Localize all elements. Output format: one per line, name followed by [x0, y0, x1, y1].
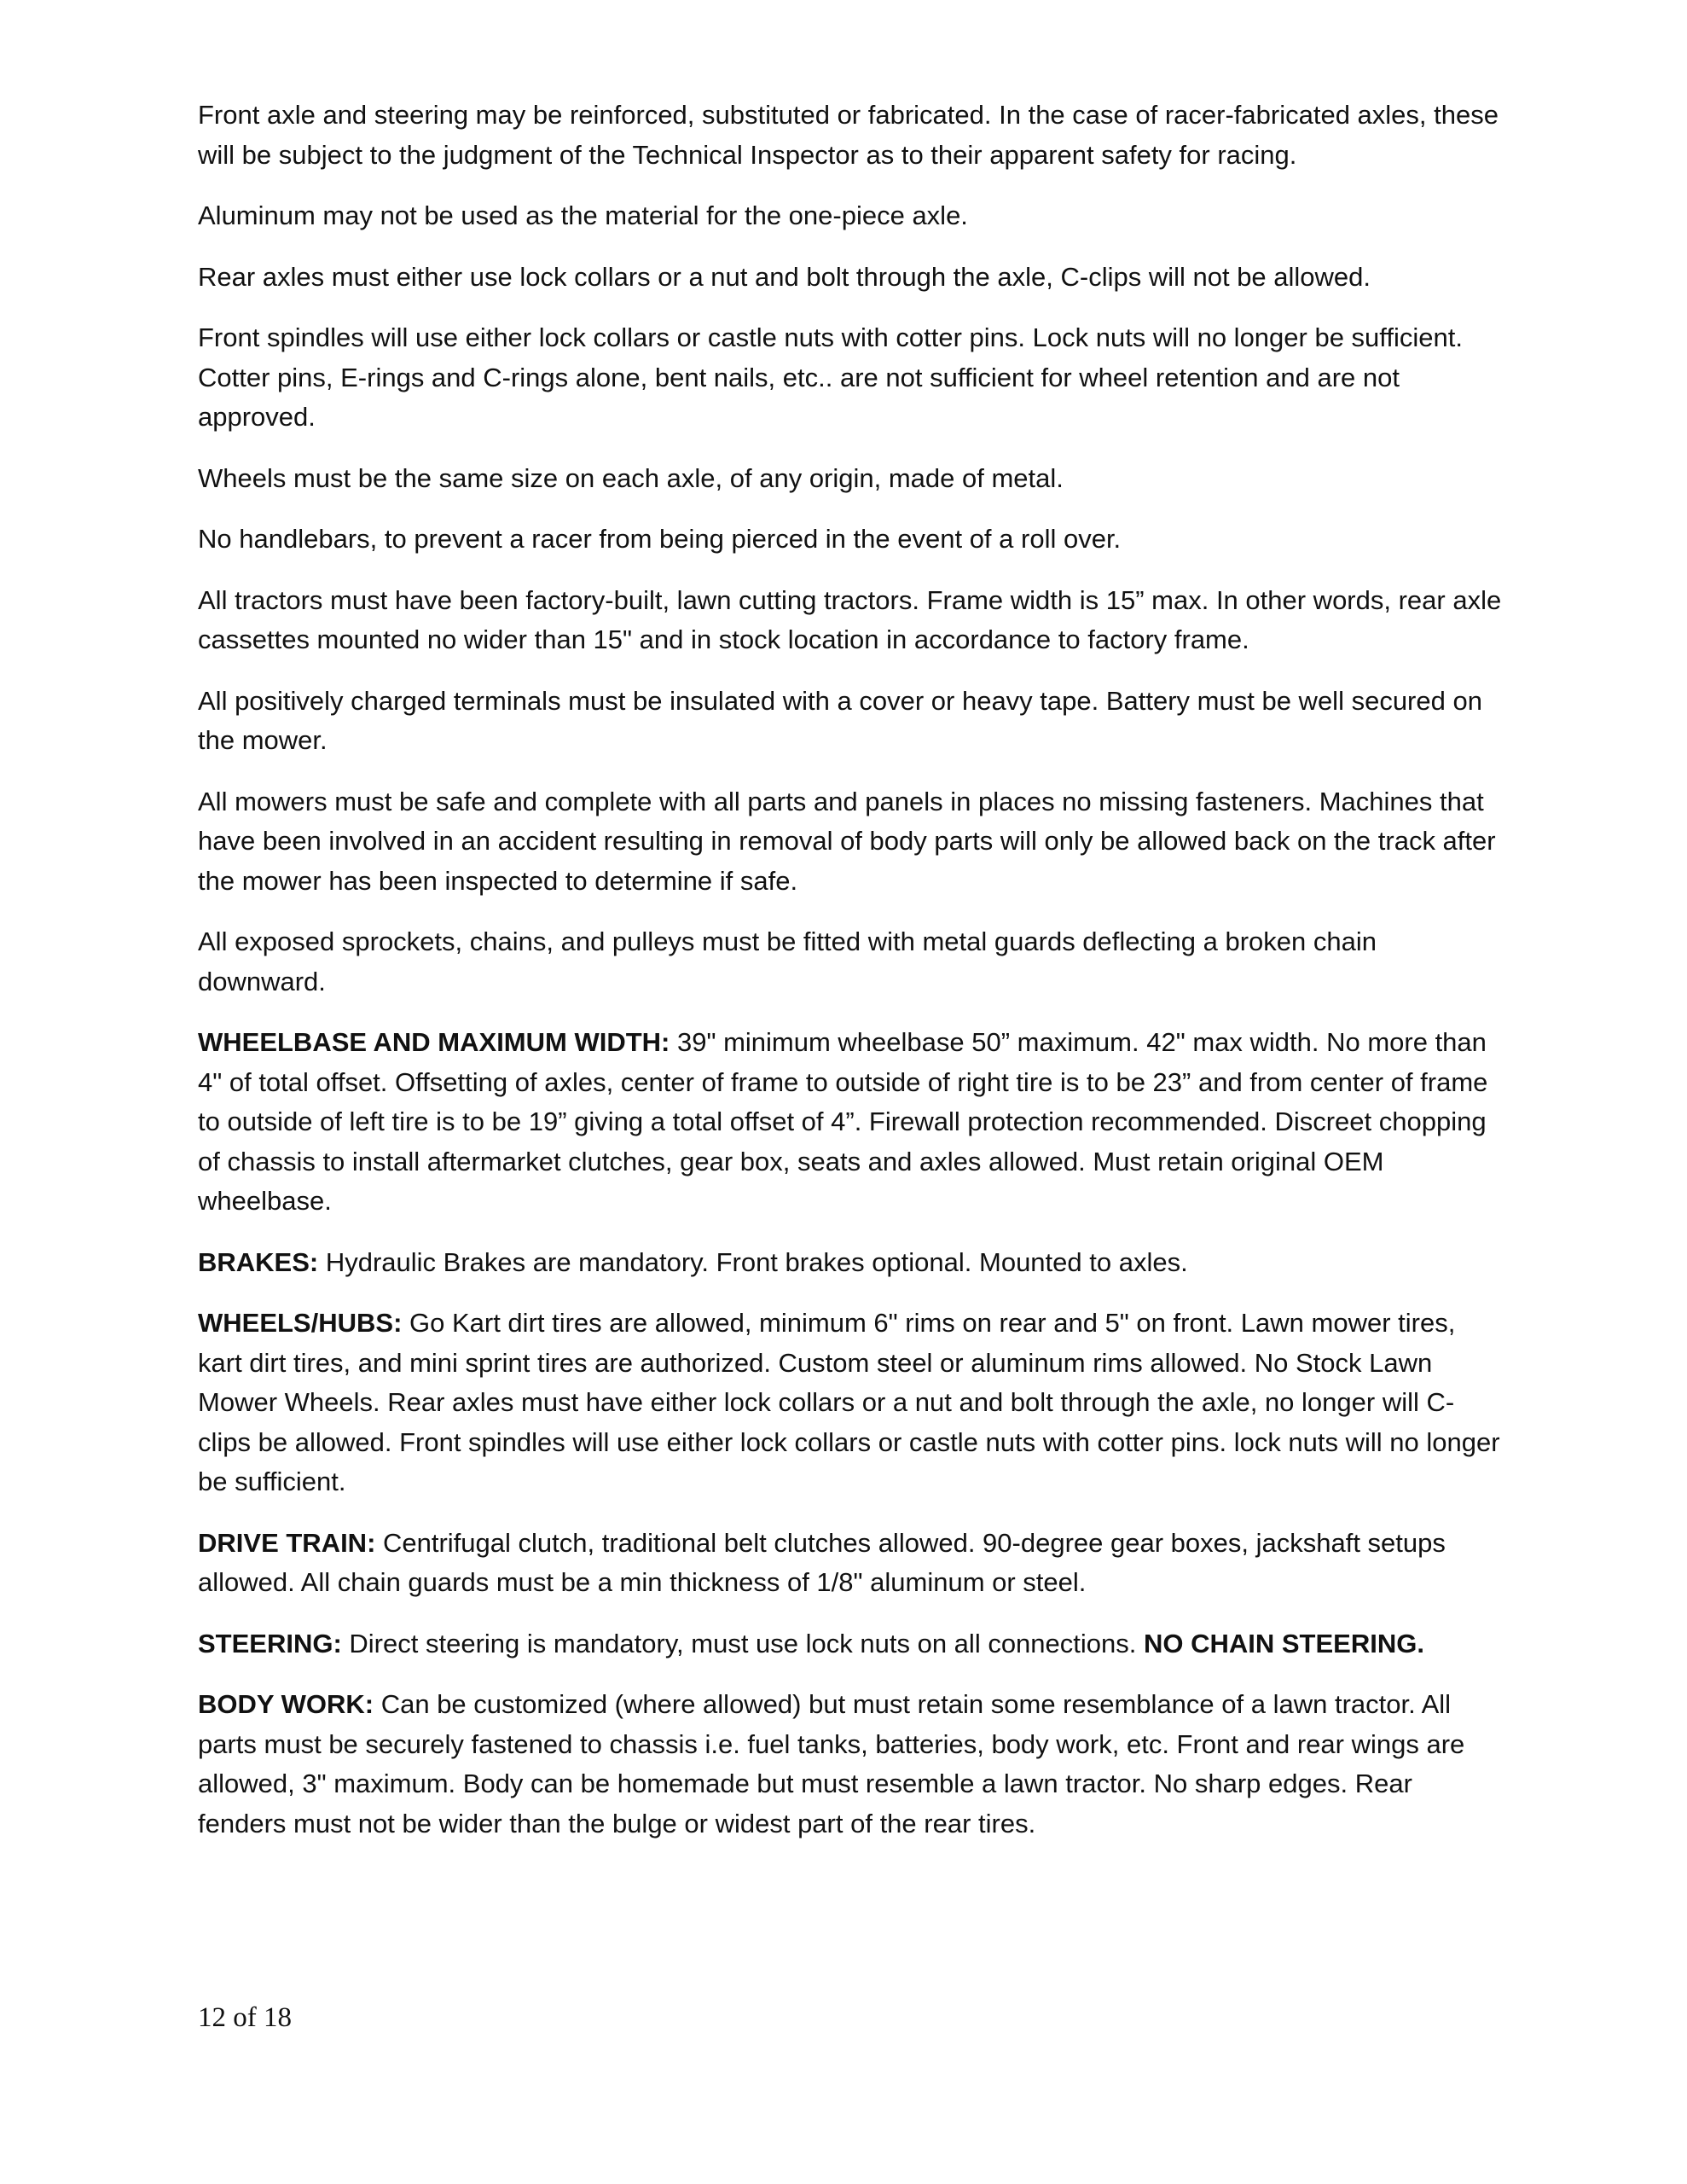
section-wheels-hubs-body: Go Kart dirt tires are allowed, minimum 6" rims on rear and 5" on front. Lawn mower tires, kart dirt tires, and mini sprint tires are authorized. Custom steel or aluminum rims allowed. No Stock Lawn Mower Wheels. Rear axles must have either lock collars or a nut and bolt through the axle, no longer will C-clips be allowed. Front spindles will use either lock collars or castle nuts with cotter pins. lock nuts will no longer be sufficient. — [198, 1308, 1500, 1496]
paragraph-front-axle: Front axle and steering may be reinforced, substituted or fabricated. In the case of racer-fabricated axles, these will be subject to the judgment of the Technical Inspector as to their apparent safety for racing. — [198, 100, 1499, 170]
paragraph-rear-axles: Rear axles must either use lock collars or a nut and bolt through the axle, C-clips will not be allowed. — [198, 261, 1371, 292]
paragraph-tractor-frame: All tractors must have been factory-built, lawn cutting tractors. Frame width is 15” max. In other words, rear axle cassettes mounted no wider than 15" and in stock location in accordance to factory frame. — [198, 584, 1502, 654]
section-drive-train-heading: DRIVE TRAIN: — [198, 1527, 376, 1558]
section-steering-heading: STEERING: — [198, 1628, 342, 1658]
paragraph-chain-guards: All exposed sprockets, chains, and pulleys must be fitted with metal guards deflecting a broken chain downward. — [198, 926, 1377, 996]
section-drive-train-body: Centrifugal clutch, traditional belt clutches allowed. 90-degree gear boxes, jackshaft setups allowed. All chain guards must be a min thickness of 1/8" aluminum or steel. — [198, 1527, 1446, 1597]
paragraph-mower-safety: All mowers must be safe and complete with all parts and panels in places no missing fasteners. Machines that have been involved in an accident resulting in removal of body parts will only be allowed back on the track after the mower has been inspected to determine if safe. — [198, 786, 1496, 896]
paragraph-aluminum-axle: Aluminum may not be used as the material for the one-piece axle. — [198, 200, 968, 230]
section-steering-emphasis: NO CHAIN STEERING. — [1143, 1628, 1424, 1658]
page-number: 12 of 18 — [198, 2002, 292, 2033]
section-wheelbase-body: 39" minimum wheelbase 50” maximum. 42" max width. No more than 4" of total offset. Offsetting of axles, center of frame to outside of right tire is to be 23” and from center of frame to outside of left tire is to be 19” giving a total offset of 4”. Firewall protection recommended. Discreet chopping of chassis to install aftermarket clutches, gear box, seats and axles allowed. Must retain original OEM wheelbase. — [198, 1027, 1488, 1216]
section-brakes-heading: BRAKES: — [198, 1246, 319, 1277]
section-steering-body: Direct steering is mandatory, must use lock nuts on all connections. — [341, 1628, 1144, 1658]
document-body — [198, 96, 1503, 1865]
paragraph-wheels-size: Wheels must be the same size on each axle, of any origin, made of metal. — [198, 462, 1064, 493]
paragraph-handlebars: No handlebars, to prevent a racer from being pierced in the event of a roll over. — [198, 524, 1122, 554]
paragraph-front-spindles: Front spindles will use either lock collars or castle nuts with cotter pins. Lock nuts will no longer be sufficient. Cotter pins, E-rings and C-rings alone, bent nails, etc.. are not sufficient for wheel retention and are not approved. — [198, 322, 1463, 432]
section-drive-train — [198, 1524, 1503, 1603]
section-wheels-hubs-heading: WHEELS/HUBS: — [198, 1308, 403, 1338]
section-wheels-hubs — [198, 1304, 1503, 1502]
section-brakes — [198, 1243, 1503, 1283]
section-steering — [198, 1624, 1503, 1664]
section-body-work-body: Can be customized (where allowed) but must retain some resemblance of a lawn tractor. All parts must be securely fastened to chassis i.e. fuel tanks, batteries, body work, etc. Front and rear wings are allowed, 3" maximum. Body can be homemade but must resemble a lawn tractor. No sharp edges. Rear fenders must not be wider than the bulge or widest part of the rear tires. — [198, 1689, 1465, 1838]
section-wheelbase — [198, 1023, 1503, 1222]
section-brakes-body: Hydraulic Brakes are mandatory. Front brakes optional. Mounted to axles. — [318, 1246, 1188, 1277]
section-body-work — [198, 1685, 1503, 1844]
section-body-work-heading: BODY WORK: — [198, 1689, 374, 1719]
section-wheelbase-heading: WHEELBASE AND MAXIMUM WIDTH: — [198, 1027, 670, 1057]
paragraph-battery-terminals: All positively charged terminals must be insulated with a cover or heavy tape. Battery must be well secured on the mower. — [198, 685, 1482, 755]
